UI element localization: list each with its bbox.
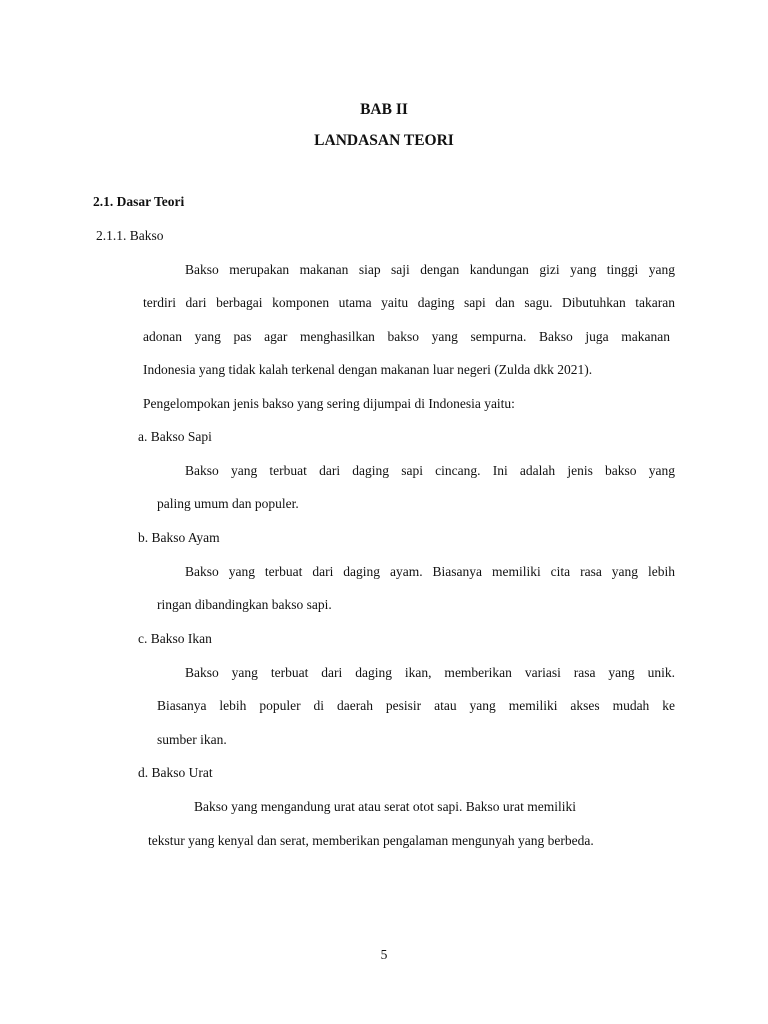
list-item-label: b. Bakso Ayam	[138, 530, 220, 545]
list-item-line: Bakso yang terbuat dari daging ikan, memberikan variasi rasa yang unik.	[185, 665, 675, 680]
intro-line-2: terdiri dari berbagai komponen utama yaitu daging sapi dan sagu. Dibutuhkan takaran	[143, 295, 675, 310]
intro-line-4: Indonesia yang tidak kalah terkenal dengan makanan luar negeri (Zulda dkk 2021).	[143, 362, 593, 377]
chapter-title: LANDASAN TEORI	[314, 132, 454, 149]
intro-line-1: Bakso merupakan makanan siap saji dengan kandungan gizi yang tinggi yang	[185, 262, 675, 277]
list-item-line: ringan dibandingkan bakso sapi.	[157, 597, 332, 612]
intro-line-3: adonan yang pas agar menghasilkan bakso yang sempurna. Bakso juga makanan	[143, 329, 670, 344]
list-item-line: sumber ikan.	[157, 732, 227, 747]
list-item-line: Bakso yang terbuat dari daging sapi cincang. Ini adalah jenis bakso yang	[185, 463, 675, 478]
chapter-number: BAB II	[360, 101, 408, 118]
section-heading: 2.1. Dasar Teori	[93, 194, 185, 209]
subsection-heading: 2.1.1. Bakso	[96, 228, 164, 243]
list-item-line: Biasanya lebih populer di daerah pesisir atau yang memiliki akses mudah ke	[157, 698, 675, 713]
list-item-line: tekstur yang kenyal dan serat, memberikan pengalaman mengunyah yang berbeda.	[148, 833, 594, 848]
list-item-label: d. Bakso Urat	[138, 765, 213, 780]
list-item-label: c. Bakso Ikan	[138, 631, 212, 646]
page-number: 5	[380, 947, 388, 962]
list-item-label: a. Bakso Sapi	[138, 429, 212, 444]
list-item-line: Bakso yang terbuat dari daging ayam. Biasanya memiliki cita rasa yang lebih	[185, 564, 675, 579]
intro-line-5: Pengelompokan jenis bakso yang sering dijumpai di Indonesia yaitu:	[143, 396, 515, 411]
list-item-line: paling umum dan populer.	[157, 496, 299, 511]
list-item-line: Bakso yang mengandung urat atau serat otot sapi. Bakso urat memiliki	[194, 799, 577, 814]
